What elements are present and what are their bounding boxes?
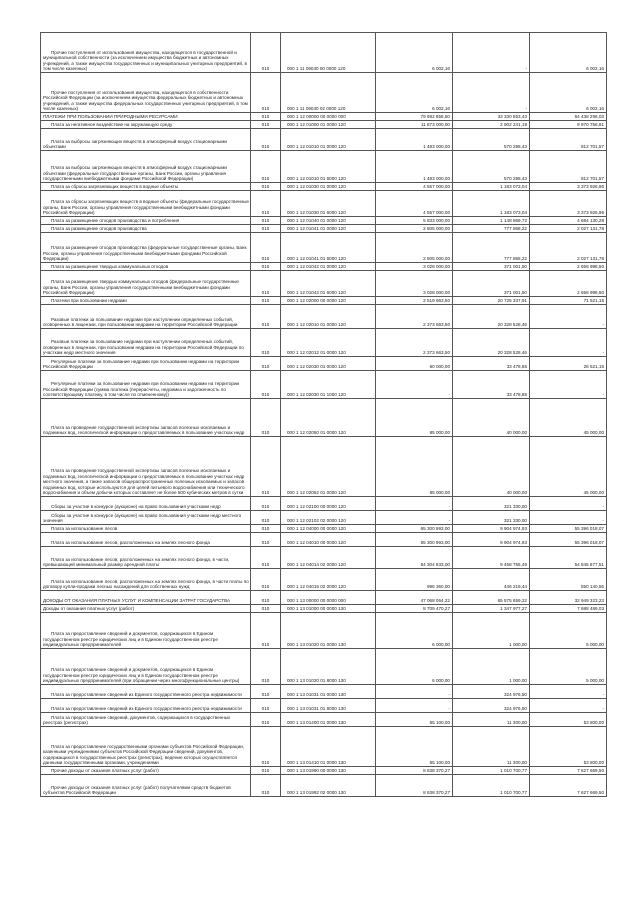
row-unexecuted: 7 688 489,03 xyxy=(530,605,607,613)
table-row xyxy=(41,297,607,305)
row-budget-code: 000 1 13 01031 01 8000 130 xyxy=(281,699,376,713)
row-line-code: 010 xyxy=(251,727,281,767)
row-budget-code: 000 1 13 01020 01 0000 130 xyxy=(281,613,376,649)
row-executed: 1 000,00 xyxy=(453,613,530,649)
row-executed: 1 148 869,72 xyxy=(453,217,530,225)
budget-execution-table xyxy=(40,32,607,797)
row-name: Плата за предоставление сведений и документов, содержащихся в Едином государственном реестре юридических лиц и в Едином государственном реестре индивидуальных предпринимателей xyxy=(41,613,251,649)
row-approved-plan: 1 483 000,00 xyxy=(376,151,453,183)
row-unexecuted: - xyxy=(530,497,607,511)
row-name: Сборы за участие в конкурсе (аукционе) на право пользования участками недр местного значения xyxy=(41,511,251,525)
row-line-code: 010 xyxy=(251,357,281,371)
row-approved-plan: 6 000,00 xyxy=(376,649,453,685)
row-name: Прочие доходы от оказания платных услуг (работ) получателями средств бюджетов субъектов Российской Федерации xyxy=(41,775,251,797)
row-line-code: 010 xyxy=(251,713,281,727)
row-approved-plan: 4 557 000,00 xyxy=(376,183,453,191)
table-row xyxy=(41,511,607,525)
table-row xyxy=(41,525,607,533)
row-name: Плата за предоставление государственными органами субъектов Российской Федерации, казенными учреждениями субъектов Российской Федерации сведений, документов, содержащихся в государственных реестрах (регистрах), ведение которых осуществляется данными государственными органами, учреждениями xyxy=(41,727,251,767)
row-unexecuted: 2 027 131,78 xyxy=(530,225,607,233)
row-name: Прочие поступления от использования имущества, находящегося в государственной и муниципальной собственности (за исключением имущества бюджетных и автономных учреждений, а также имущества государственных и муниципальных унитарных предприятий, в том числе казенных) xyxy=(41,33,251,73)
row-approved-plan: - xyxy=(376,511,453,525)
row-approved-plan: 85 000,00 xyxy=(376,399,453,437)
row-approved-plan: 996 360,00 xyxy=(376,569,453,591)
table-row xyxy=(41,151,607,183)
row-line-code: 010 xyxy=(251,329,281,357)
row-line-code: 010 xyxy=(251,183,281,191)
table-row xyxy=(41,399,607,437)
table-row xyxy=(41,547,607,569)
table-row xyxy=(41,371,607,399)
row-name: Прочие доходы от оказания платных услуг (работ) xyxy=(41,767,251,775)
table-row xyxy=(41,569,607,591)
table-row xyxy=(41,357,607,371)
table-row xyxy=(41,217,607,225)
row-unexecuted: 55 396 018,07 xyxy=(530,533,607,547)
row-budget-code: 000 1 11 09040 00 0000 120 xyxy=(281,33,376,73)
row-approved-plan: - xyxy=(376,685,453,699)
row-executed: 33 478,85 xyxy=(453,357,530,371)
table-body xyxy=(41,33,607,797)
row-line-code: 010 xyxy=(251,191,281,217)
row-executed: 9 458 755,49 xyxy=(453,547,530,569)
row-line-code: 010 xyxy=(251,263,281,271)
row-name: ДОХОДЫ ОТ ОКАЗАНИЯ ПЛАТНЫХ УСЛУГ И КОМПЕНСАЦИИ ЗАТРАТ ГОСУДАРСТВА xyxy=(41,591,251,605)
row-line-code: 010 xyxy=(251,225,281,233)
row-unexecuted: - xyxy=(530,329,607,357)
row-name: Регулярные платежи за пользование недрами при пользовании недрами на территории Российской Федерации (сумма платежа (перерасчеты, недоимка и задолженность по соответствующему платежу, в том числе по отмененному)) xyxy=(41,371,251,399)
row-name: Плата за использование лесов, расположенных на землях лесного фонда xyxy=(41,533,251,547)
row-approved-plan: - xyxy=(376,699,453,713)
row-executed: 20 328 528,46 xyxy=(453,305,530,329)
row-unexecuted: - xyxy=(530,511,607,525)
table-row xyxy=(41,613,607,649)
row-line-code: 010 xyxy=(251,121,281,129)
row-name: Плата за предоставление сведений из Единого государственного реестра недвижимости xyxy=(41,685,251,699)
row-budget-code: 000 1 12 04015 02 0000 120 xyxy=(281,569,376,591)
row-line-code: 010 xyxy=(251,685,281,699)
row-line-code: 010 xyxy=(251,399,281,437)
row-executed: 2 902 241,19 xyxy=(453,121,530,129)
row-line-code: 010 xyxy=(251,547,281,569)
row-budget-code: 000 1 13 01400 01 0000 130 xyxy=(281,713,376,727)
row-name: Плата за размещение твердых коммунальных отходов (федеральные государственные органы, Банк России, органы управления государственными внебюджетными фондами Российской Федерации) xyxy=(41,271,251,297)
row-unexecuted: 5 000,00 xyxy=(530,649,607,685)
row-budget-code: 000 1 12 00000 00 0000 000 xyxy=(281,113,376,121)
row-unexecuted: 3 373 926,96 xyxy=(530,191,607,217)
row-name: Плата за сбросы загрязняющих веществ в водные объекты xyxy=(41,183,251,191)
row-name: Регулярные платежи за пользование недрами при пользовании недрами на территории Российской Федерации xyxy=(41,357,251,371)
row-budget-code: 000 1 12 02050 01 0000 120 xyxy=(281,399,376,437)
row-executed: 324 976,50 xyxy=(453,699,530,713)
row-executed: 20 328 528,46 xyxy=(453,329,530,357)
row-unexecuted: 7 627 669,50 xyxy=(530,775,607,797)
row-name: Прочие поступления от использования имущества, находящегося в собственности Российской Федерации (за исключением имущества федеральных бюджетных и автономных учреждений, а также имущества федеральных государственных унитарных предприятий, в том числе казенных) xyxy=(41,73,251,113)
row-name: Платежи при пользовании недрами xyxy=(41,297,251,305)
report-page xyxy=(40,32,606,797)
row-line-code: 010 xyxy=(251,151,281,183)
row-line-code: 010 xyxy=(251,33,281,73)
row-unexecuted: 55 396 018,07 xyxy=(530,525,607,533)
table-row xyxy=(41,263,607,271)
row-executed: 446 219,44 xyxy=(453,569,530,591)
row-budget-code: 000 1 12 01041 01 6000 120 xyxy=(281,233,376,263)
row-unexecuted: 6 002,16 xyxy=(530,73,607,113)
row-name: Плата за размещение отходов производства и потребления xyxy=(41,217,251,225)
row-approved-plan: 47 068 064,22 xyxy=(376,591,453,605)
row-executed: 9 904 974,93 xyxy=(453,533,530,547)
row-executed: 321 330,00 xyxy=(453,511,530,525)
row-budget-code: 000 1 12 02010 01 0000 120 xyxy=(281,305,376,329)
table-row xyxy=(41,767,607,775)
row-line-code: 010 xyxy=(251,233,281,263)
row-budget-code: 000 1 12 01010 01 6000 120 xyxy=(281,151,376,183)
row-line-code: 010 xyxy=(251,217,281,225)
row-approved-plan: 2 373 663,50 xyxy=(376,329,453,357)
row-executed: 371 001,50 xyxy=(453,263,530,271)
table-row xyxy=(41,113,607,121)
table-row xyxy=(41,329,607,357)
row-budget-code: 000 1 12 01030 01 0000 120 xyxy=(281,183,376,191)
row-name: Плата за использование лесов, расположенных на землях лесного фонда, в части платы по договору купли-продажи лесных насаждений для собственных нужд xyxy=(41,569,251,591)
row-executed: 1 183 073,04 xyxy=(453,191,530,217)
row-name: Плата за предоставление сведений из Единого государственного реестра недвижимости xyxy=(41,699,251,713)
row-approved-plan: - xyxy=(376,371,453,399)
row-unexecuted: 64 438 296,03 xyxy=(530,113,607,121)
row-unexecuted: 54 845 877,51 xyxy=(530,547,607,569)
row-line-code: 010 xyxy=(251,591,281,605)
row-executed: - xyxy=(453,33,530,73)
row-approved-plan: 5 833 000,00 xyxy=(376,217,453,225)
row-budget-code: 000 1 11 09040 02 0000 120 xyxy=(281,73,376,113)
row-approved-plan: 8 709 470,27 xyxy=(376,605,453,613)
row-name: Плата за сбросы загрязняющих веществ в водные объекты (федеральные государственные органы, Банк России, органы управления государственными внебюджетными фондами Российской Федерации) xyxy=(41,191,251,217)
row-executed: 777 868,22 xyxy=(453,225,530,233)
row-budget-code: 000 1 12 01000 01 0000 120 xyxy=(281,121,376,129)
row-unexecuted: 7 627 669,50 xyxy=(530,767,607,775)
row-budget-code: 000 1 12 02102 02 0000 120 xyxy=(281,511,376,525)
row-unexecuted: 2 027 131,78 xyxy=(530,233,607,263)
row-executed: 65 575 659,22 xyxy=(453,591,530,605)
table-row xyxy=(41,191,607,217)
row-approved-plan: 2 805 000,00 xyxy=(376,233,453,263)
table-row xyxy=(41,497,607,511)
row-unexecuted: 45 000,00 xyxy=(530,399,607,437)
row-approved-plan: 65 300 993,00 xyxy=(376,533,453,547)
row-name: Плата за выбросы загрязняющих веществ в атмосферный воздух стационарными объектами (федеральные государственные органы, Банк России, органы управления государственными внебюджетными фондами Российской Федерации) xyxy=(41,151,251,183)
row-budget-code: 000 1 12 02100 00 0000 120 xyxy=(281,497,376,511)
table-row xyxy=(41,727,607,767)
row-line-code: 010 xyxy=(251,497,281,511)
table-row xyxy=(41,129,607,151)
row-executed: 11 300,00 xyxy=(453,713,530,727)
row-budget-code: 000 1 13 01031 01 0000 130 xyxy=(281,685,376,699)
row-unexecuted: 8 970 758,81 xyxy=(530,121,607,129)
row-approved-plan: 2 373 663,50 xyxy=(376,305,453,329)
row-budget-code: 000 1 12 04010 00 0000 120 xyxy=(281,533,376,547)
row-name: Сборы за участие в конкурсе (аукционе) на право пользования участками недр xyxy=(41,497,251,511)
row-budget-code: 000 1 12 01040 01 0000 120 xyxy=(281,217,376,225)
row-line-code: 010 xyxy=(251,271,281,297)
row-unexecuted: 2 656 998,50 xyxy=(530,263,607,271)
row-approved-plan: 3 028 000,00 xyxy=(376,263,453,271)
row-line-code: 010 xyxy=(251,113,281,121)
table-row xyxy=(41,713,607,727)
row-executed: 1 010 700,77 xyxy=(453,767,530,775)
row-line-code: 010 xyxy=(251,305,281,329)
row-approved-plan: 8 638 370,27 xyxy=(376,775,453,797)
row-budget-code: 000 1 12 01042 01 0000 120 xyxy=(281,263,376,271)
row-line-code: 010 xyxy=(251,569,281,591)
row-unexecuted: 5 000,00 xyxy=(530,613,607,649)
row-executed: 20 725 337,91 xyxy=(453,297,530,305)
row-executed: 11 300,00 xyxy=(453,727,530,767)
row-name: Плата за размещение твердых коммунальных отходов xyxy=(41,263,251,271)
row-name: ПЛАТЕЖИ ПРИ ПОЛЬЗОВАНИИ ПРИРОДНЫМИ РЕСУРСАМИ xyxy=(41,113,251,121)
row-unexecuted: 71 521,15 xyxy=(530,297,607,305)
row-budget-code: 000 1 13 01992 02 0000 130 xyxy=(281,775,376,797)
row-budget-code: 000 1 12 02052 01 0000 120 xyxy=(281,437,376,497)
row-executed: 40 000,00 xyxy=(453,399,530,437)
table-row xyxy=(41,121,607,129)
row-unexecuted: 912 701,57 xyxy=(530,151,607,183)
row-unexecuted: 26 521,15 xyxy=(530,357,607,371)
row-line-code: 010 xyxy=(251,767,281,775)
row-executed: 40 000,00 xyxy=(453,437,530,497)
row-budget-code: 000 1 12 01010 01 0000 120 xyxy=(281,129,376,151)
row-executed: 33 478,85 xyxy=(453,371,530,399)
row-unexecuted: 2 656 998,50 xyxy=(530,271,607,297)
table-row xyxy=(41,305,607,329)
row-budget-code: 000 1 13 01020 01 8000 130 xyxy=(281,649,376,685)
row-name: Разовые платежи за пользование недрами при наступлении определенных событий, оговоренных в лицензии, при пользовании недрами на территории Российской Федерации xyxy=(41,305,251,329)
row-approved-plan: 2 805 000,00 xyxy=(376,225,453,233)
row-approved-plan: 3 028 000,00 xyxy=(376,271,453,297)
row-name: Разовые платежи за пользование недрами при наступлении определенных событий, оговоренных в лицензии, при пользовании недрами на территории Российской Федерации по участкам недр местного значения xyxy=(41,329,251,357)
row-unexecuted: 53 800,00 xyxy=(530,713,607,727)
row-approved-plan: 65 300 993,00 xyxy=(376,525,453,533)
row-line-code: 010 xyxy=(251,525,281,533)
row-name: Плата за размещение отходов производства (федеральные государственные органы, Банк России, органы управления государственными внебюджетными фондами Российской Федерации) xyxy=(41,233,251,263)
table-row xyxy=(41,233,607,263)
table-row xyxy=(41,605,607,613)
row-line-code: 010 xyxy=(251,371,281,399)
row-executed: 777 868,22 xyxy=(453,233,530,263)
row-name: Доходы от оказания платных услуг (работ) xyxy=(41,605,251,613)
table-row xyxy=(41,533,607,547)
row-name: Плата за размещение отходов производства xyxy=(41,225,251,233)
row-executed: 371 001,50 xyxy=(453,271,530,297)
row-budget-code: 000 1 12 01042 01 6000 120 xyxy=(281,271,376,297)
row-name: Плата за предоставление сведений, документов, содержащихся в государственных реестрах (регистрах) xyxy=(41,713,251,727)
table-row xyxy=(41,699,607,713)
row-approved-plan: 79 692 858,50 xyxy=(376,113,453,121)
table-row xyxy=(41,271,607,297)
row-unexecuted: 53 800,00 xyxy=(530,727,607,767)
row-unexecuted: 3 373 926,96 xyxy=(530,183,607,191)
row-unexecuted: 4 684 130,28 xyxy=(530,217,607,225)
table-row xyxy=(41,183,607,191)
row-unexecuted: - xyxy=(530,371,607,399)
row-budget-code: 000 1 12 04014 02 0000 120 xyxy=(281,547,376,569)
table-row xyxy=(41,73,607,113)
row-executed: 1 010 700,77 xyxy=(453,775,530,797)
table-row xyxy=(41,775,607,797)
row-executed: 570 298,43 xyxy=(453,129,530,151)
row-line-code: 010 xyxy=(251,649,281,685)
row-budget-code: 000 1 12 02030 01 0000 120 xyxy=(281,357,376,371)
row-budget-code: 000 1 12 01041 01 0000 120 xyxy=(281,225,376,233)
table-row xyxy=(41,437,607,497)
row-executed: 9 904 974,93 xyxy=(453,525,530,533)
row-budget-code: 000 1 13 01000 00 0000 130 xyxy=(281,605,376,613)
row-executed: 321 330,00 xyxy=(453,497,530,511)
row-budget-code: 000 1 13 01990 00 0000 130 xyxy=(281,767,376,775)
row-line-code: 010 xyxy=(251,533,281,547)
table-row xyxy=(41,225,607,233)
row-approved-plan: 2 519 663,50 xyxy=(376,297,453,305)
table-row xyxy=(41,649,607,685)
row-name: Плата за выбросы загрязняющих веществ в атмосферный воздух стационарными объектами xyxy=(41,129,251,151)
row-approved-plan: 60 000,00 xyxy=(376,357,453,371)
row-line-code: 010 xyxy=(251,613,281,649)
row-unexecuted: - xyxy=(530,305,607,329)
row-budget-code: 000 1 13 01410 01 0000 130 xyxy=(281,727,376,767)
row-budget-code: 000 1 12 02000 00 0000 120 xyxy=(281,297,376,305)
row-approved-plan: 85 000,00 xyxy=(376,437,453,497)
row-approved-plan: 1 483 000,00 xyxy=(376,129,453,151)
row-executed: 1 000,00 xyxy=(453,649,530,685)
row-executed: 1 347 977,27 xyxy=(453,605,530,613)
table-row xyxy=(41,685,607,699)
row-unexecuted: - xyxy=(530,685,607,699)
row-unexecuted: 550 140,56 xyxy=(530,569,607,591)
row-line-code: 010 xyxy=(251,129,281,151)
row-approved-plan: 6 002,16 xyxy=(376,33,453,73)
row-approved-plan: 6 002,16 xyxy=(376,73,453,113)
row-executed: 324 976,50 xyxy=(453,685,530,699)
row-name: Плата за негативное воздействие на окружающую среду xyxy=(41,121,251,129)
row-approved-plan: - xyxy=(376,497,453,511)
row-line-code: 010 xyxy=(251,605,281,613)
row-budget-code: 000 1 12 02012 01 0000 120 xyxy=(281,329,376,357)
row-name: Плата за проведение государственной экспертизы запасов полезных ископаемых и подземных вод, геологической информации о предоставляемых в пользование участках недр местного значения, а также запасов общераспространенных полезных ископаемых и запасов подземных вод, которые используются для целей питьевого водоснабжения или технического водоснабжения и объем добычи которых составляет не более 500 кубических метров в сутки xyxy=(41,437,251,497)
row-unexecuted: 32 949 323,23 xyxy=(530,591,607,605)
row-approved-plan: 4 557 000,00 xyxy=(376,191,453,217)
row-executed: 570 298,43 xyxy=(453,151,530,183)
row-budget-code: 000 1 12 01030 01 6000 120 xyxy=(281,191,376,217)
row-approved-plan: 8 638 370,27 xyxy=(376,767,453,775)
row-budget-code: 000 1 12 04000 00 0000 120 xyxy=(281,525,376,533)
row-budget-code: 000 1 12 02030 01 1000 120 xyxy=(281,371,376,399)
row-approved-plan: 65 100,00 xyxy=(376,713,453,727)
row-unexecuted: - xyxy=(530,699,607,713)
row-line-code: 010 xyxy=(251,73,281,113)
row-budget-code: 000 1 13 00000 00 0000 000 xyxy=(281,591,376,605)
row-approved-plan: 6 000,00 xyxy=(376,613,453,649)
row-unexecuted: 912 701,57 xyxy=(530,129,607,151)
row-executed: - xyxy=(453,73,530,113)
row-unexecuted: 45 000,00 xyxy=(530,437,607,497)
row-unexecuted: 6 002,16 xyxy=(530,33,607,73)
row-name: Плата за использование лесов, расположенных на землях лесного фонда, в части, превышающей минимальный размер арендной платы xyxy=(41,547,251,569)
table-row xyxy=(41,591,607,605)
row-line-code: 010 xyxy=(251,775,281,797)
row-line-code: 010 xyxy=(251,511,281,525)
row-name: Плата за предоставление сведений и документов, содержащихся в Едином государственном реестре юридических лиц и в Едином государственном реестре индивидуальных предпринимателей (при обращении через многофункциональные центры) xyxy=(41,649,251,685)
row-line-code: 010 xyxy=(251,699,281,713)
table-row xyxy=(41,33,607,73)
row-name: Плата за проведение государственной экспертизы запасов полезных ископаемых и подземных вод, геологической информации о предоставляемых в пользование участках недр xyxy=(41,399,251,437)
row-line-code: 010 xyxy=(251,297,281,305)
row-approved-plan: 65 100,00 xyxy=(376,727,453,767)
row-line-code: 010 xyxy=(251,437,281,497)
row-executed: 33 330 553,43 xyxy=(453,113,530,121)
row-name: Плата за использование лесов xyxy=(41,525,251,533)
row-approved-plan: 11 873 000,00 xyxy=(376,121,453,129)
row-approved-plan: 64 304 633,00 xyxy=(376,547,453,569)
row-executed: 1 183 073,04 xyxy=(453,183,530,191)
